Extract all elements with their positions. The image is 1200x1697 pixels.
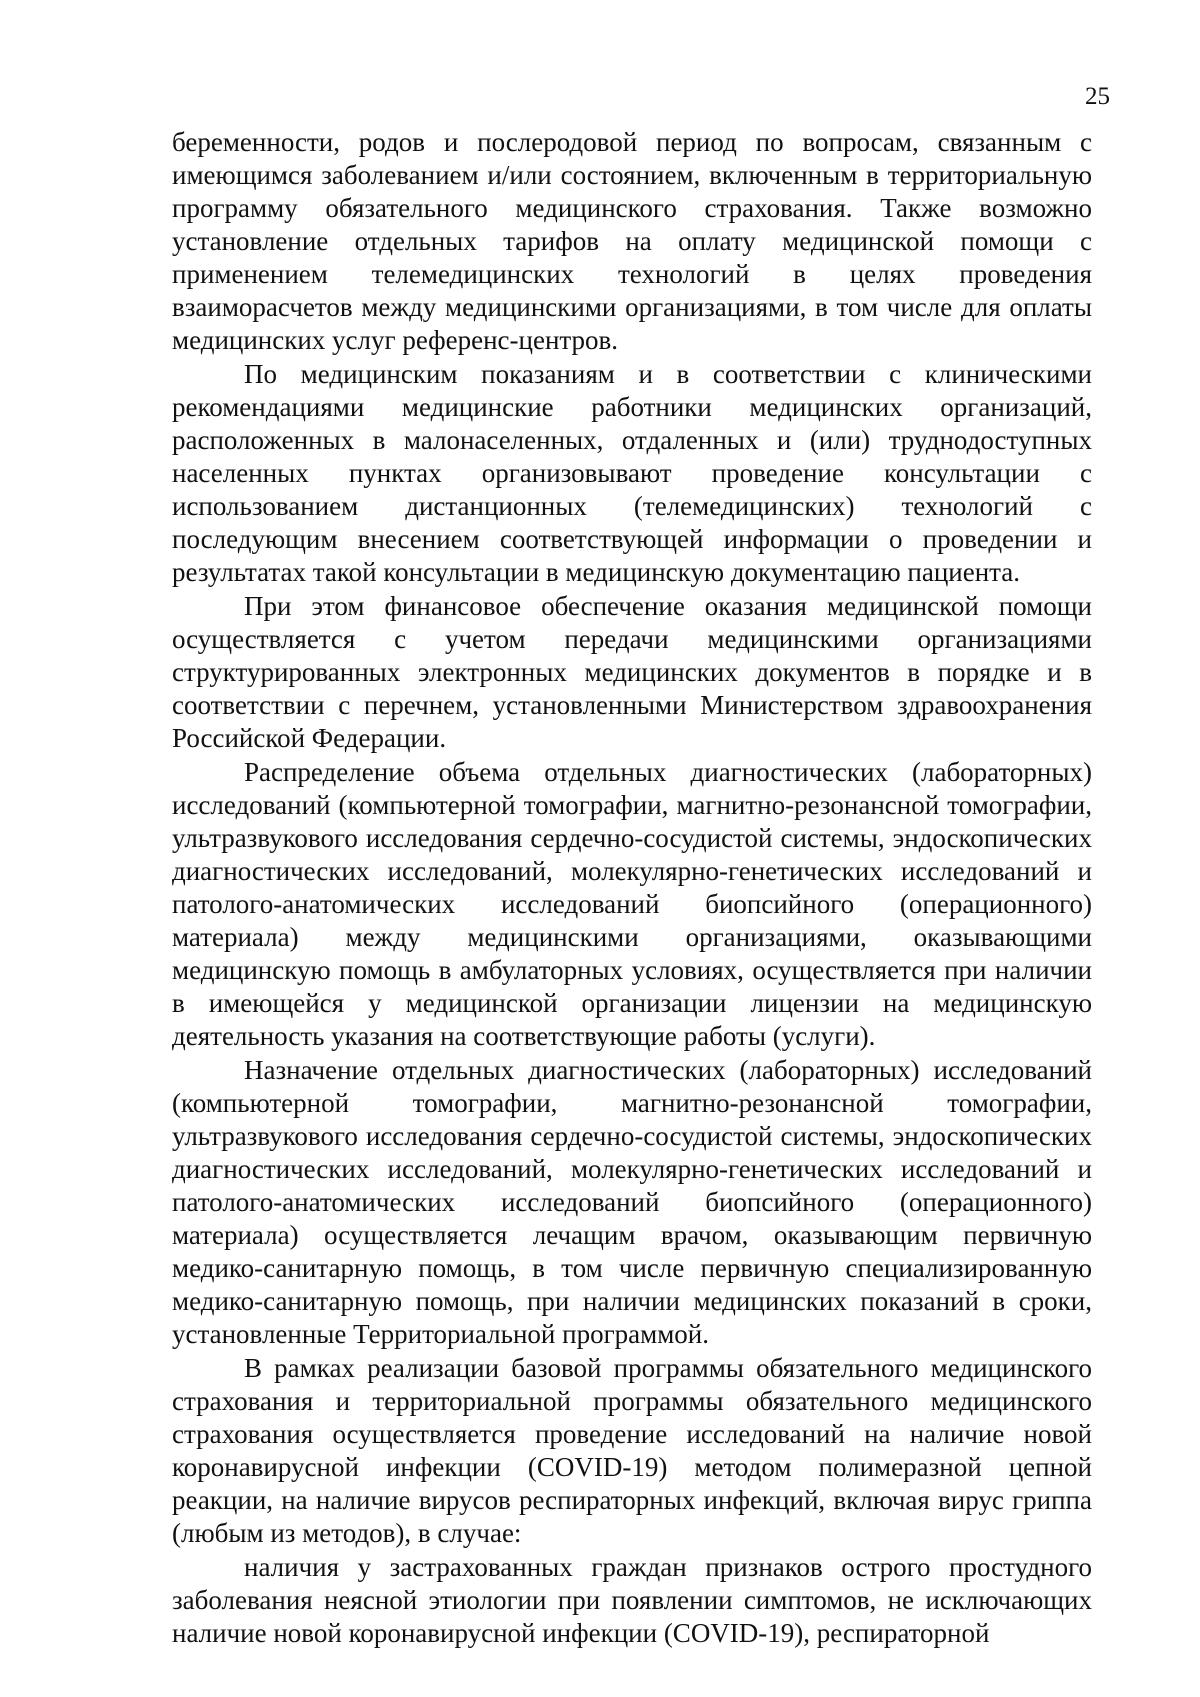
- paragraph-covid-symptoms: наличия у застрахованных граждан признаков острого простудного заболевания неясной этиологии при появлении симптомов, не исключающих наличие новой коронавирусной инфекции (COVID-19), респираторной: [172, 1552, 1092, 1648]
- paragraph-continuation: беременности, родов и послеродовой период по вопросам, связанным с имеющимся заболеванием и/или состоянием, включенным в территориальную программу обязательного медицинского страхования. Также возможно установление отдельных тарифов на оплату медицинской помощи с применением телемедицинских технологий в целях проведения взаиморасчетов между медицинскими организациями, в том числе для оплаты медицинских услуг референс-центров.: [172, 127, 1092, 355]
- page-number: 25: [1085, 83, 1110, 110]
- paragraph-telemedicine-consultations: По медицинским показаниям и в соответствии с клиническими рекомендациями медицинские работники медицинских организаций, расположенных в малонаселенных, отдаленных и (или) труднодоступных населенных пунктах организовывают проведение консультации с использованием дистанционных (телемедицинских) технологий с последующим внесением соответствующей информации о проведении и результатах такой консультации в медицинскую документацию пациента.: [172, 359, 1092, 587]
- paragraph-financial-support: При этом финансовое обеспечение оказания медицинской помощи осуществляется с учетом передачи медицинскими организациями структурированных электронных медицинских документов в порядке и в соответствии с перечнем, установленными Министерством здравоохранения Российской Федерации.: [172, 591, 1092, 753]
- paragraph-diagnostic-distribution: Распределение объема отдельных диагностических (лабораторных) исследований (компьютерной томографии, магнитно-резонансной томографии, ультразвукового исследования сердечно-сосудистой системы, эндоскопических диагностических исследований, молекулярно-генетических исследований и патолого-анатомических исследований биопсийного (операционного) материала) между медицинскими организациями, оказывающими медицинскую помощь в амбулаторных условиях, осуществляется при наличии в имеющейся у медицинской организации лицензии на медицинскую деятельность указания на соответствующие работы (услуги).: [172, 757, 1092, 1051]
- document-body: [172, 126, 1092, 1650]
- paragraph-covid-testing: В рамках реализации базовой программы обязательного медицинского страхования и территориальной программы обязательного медицинского страхования осуществляется проведение исследований на наличие новой коронавирусной инфекции (COVID-19) методом полимеразной цепной реакции, на наличие вирусов респираторных инфекций, включая вирус гриппа (любым из методов), в случае:: [172, 1353, 1092, 1548]
- paragraph-diagnostic-prescription: Назначение отдельных диагностических (лабораторных) исследований (компьютерной томографии, магнитно-резонансной томографии, ультразвукового исследования сердечно-сосудистой системы, эндоскопических диагностических исследований, молекулярно-генетических исследований и патолого-анатомических исследований биопсийного (операционного) материала) осуществляется лечащим врачом, оказывающим первичную медико-санитарную помощь, в том числе первичную специализированную медико-санитарную помощь, при наличии медицинских показаний в сроки, установленные Территориальной программой.: [172, 1055, 1092, 1349]
